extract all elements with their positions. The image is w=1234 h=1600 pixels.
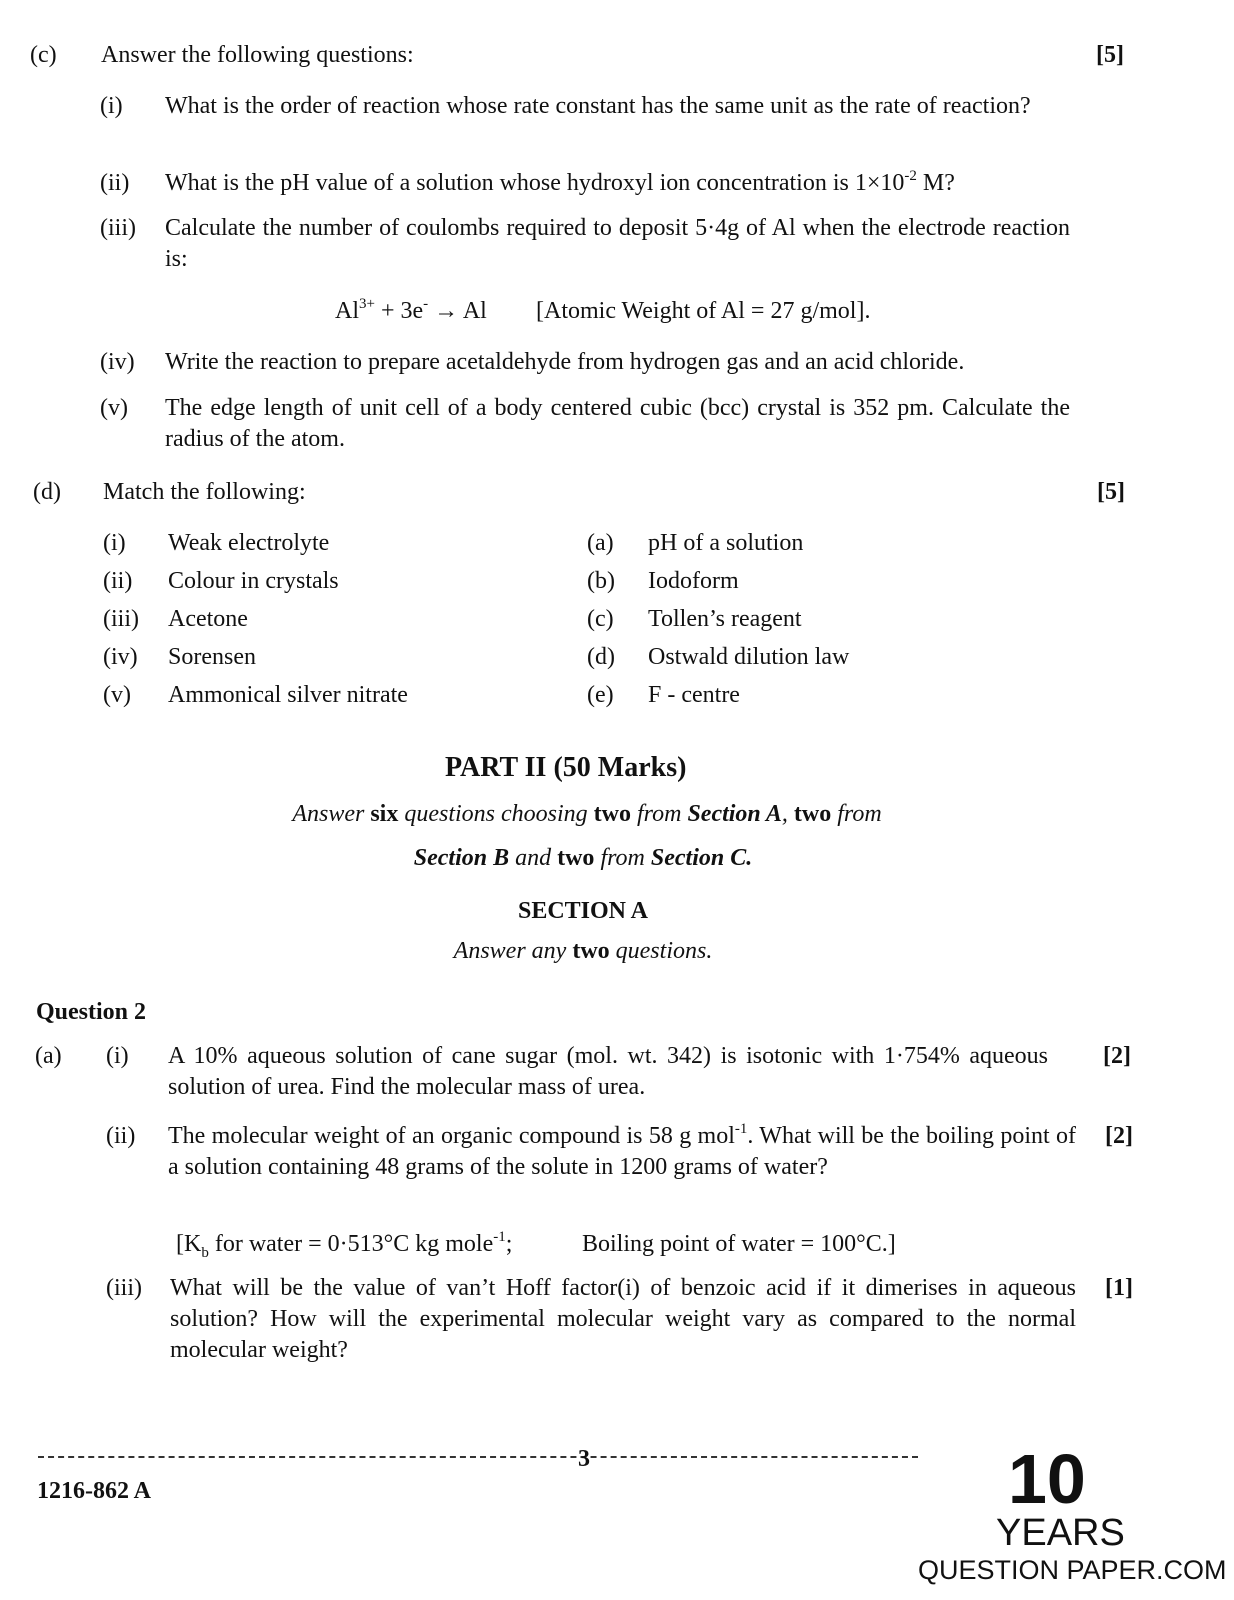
q2-ii-text: The molecular weight of an organic compound is 58 g mol$^{-1}$. What will be the boiling point of a solution containing 48 grams of the solute in 1200 grams of water? — [168, 1121, 1076, 1181]
match-left-number: (ii) — [103, 568, 133, 594]
q-c5-text: The edge length of unit cell of a body centered cubic (bcc) crystal is 352 pm. Calculate the radius of the atom. — [165, 395, 1070, 453]
match-left-number: (iii) — [103, 606, 139, 632]
match-left-item: Acetone — [168, 606, 248, 632]
match-left-item: Weak electrolyte — [168, 530, 330, 556]
q-c3-number: (iii) — [100, 215, 136, 241]
q2-i-number: (i) — [106, 1043, 129, 1069]
q-c1-number: (i) — [100, 93, 123, 119]
part-c-marks: [5] — [1096, 42, 1124, 68]
part2-instruction-line1: Answer six questions choosing two from Section A, two from — [292, 801, 882, 827]
q-c5-number: (v) — [100, 395, 128, 421]
q2-iii-text: What will be the value of van’t Hoff factor(i) of benzoic acid if it dimerises in aqueous solution? How will the experimental molecular weight vary as compared to the normal molecular weight? — [170, 1275, 1076, 1364]
logo-site-name: QUESTION PAPER.COM — [918, 1555, 1227, 1585]
question-2-title: Question 2 — [36, 999, 147, 1025]
match-left-item: Ammonical silver nitrate — [168, 682, 408, 708]
q2-iii-number: (iii) — [106, 1275, 142, 1301]
q-c2-text: What is the pH value of a solution whose hydroxyl ion concentration is $1\times 10^{-2}$ M? — [165, 168, 955, 196]
match-left-number: (v) — [103, 682, 131, 708]
q-c3-text: Calculate the number of coulombs required to deposit 5·4g of Al when the electrode reaction is: — [165, 215, 1070, 273]
match-left-item: Sorensen — [168, 644, 256, 670]
part-c-heading: Answer the following questions: — [101, 42, 414, 68]
footer-dashed-divider — [38, 1456, 918, 1458]
q2-i-text: A 10% aqueous solution of cane sugar (mol. wt. 342) is isotonic with 1·754% aqueous solution of urea. Find the molecular mass of urea. — [168, 1043, 1048, 1101]
kb-data: [$K_b$ for water = 0·513°C kg mole$^{-1}$; — [176, 1229, 513, 1261]
match-left-item: Colour in crystals — [168, 568, 339, 594]
boiling-point-data: Boiling point of water = 100°C.] — [582, 1231, 896, 1257]
match-right-item: Tollen’s reagent — [648, 606, 802, 632]
logo-years: YEARS — [996, 1512, 1125, 1554]
q2-iii-marks: [1] — [1105, 1275, 1133, 1301]
match-right-item: F - centre — [648, 682, 740, 708]
match-right-letter: (c) — [587, 606, 614, 632]
paper-code: 1216-862 A — [37, 1478, 151, 1504]
match-left-number: (i) — [103, 530, 126, 556]
page-number: 3 — [578, 1446, 590, 1472]
q2-part-a-label: (a) — [35, 1043, 62, 1069]
part2-instruction-line2: Section B and two from Section C. — [413, 845, 753, 871]
match-right-item: Ostwald dilution law — [648, 644, 850, 670]
q-c4-number: (iv) — [100, 349, 135, 375]
part-d-label: (d) — [33, 479, 61, 505]
match-right-item: Iodoform — [648, 568, 739, 594]
electrode-equation: $Al^{3+} + 3e^- \to Al$ — [335, 296, 487, 324]
q2-ii-number: (ii) — [106, 1123, 136, 1149]
match-right-letter: (d) — [587, 644, 615, 670]
q2-ii-marks: [2] — [1105, 1123, 1133, 1149]
match-right-letter: (a) — [587, 530, 614, 556]
atomic-weight-note: [Atomic Weight of Al = 27 g/mol]. — [536, 298, 871, 324]
part-c-label: (c) — [30, 42, 57, 68]
part-d-marks: [5] — [1097, 479, 1125, 505]
part-d-heading: Match the following: — [103, 479, 306, 505]
q-c1-text: What is the order of reaction whose rate constant has the same unit as the rate of reaction? — [165, 93, 1031, 119]
match-right-letter: (b) — [587, 568, 615, 594]
q-c2-number: (ii) — [100, 170, 130, 196]
section-a-title: SECTION A — [517, 898, 649, 924]
match-right-letter: (e) — [587, 682, 614, 708]
match-left-number: (iv) — [103, 644, 138, 670]
match-right-item: pH of a solution — [648, 530, 804, 556]
q-c4-text: Write the reaction to prepare acetaldehyde from hydrogen gas and an acid chloride. — [165, 349, 965, 375]
q2-i-marks: [2] — [1103, 1043, 1131, 1069]
section-a-instruction: Answer any two questions. — [453, 938, 713, 964]
logo-number: 10 — [1008, 1440, 1086, 1518]
part2-title: PART II (50 Marks) — [445, 752, 687, 783]
